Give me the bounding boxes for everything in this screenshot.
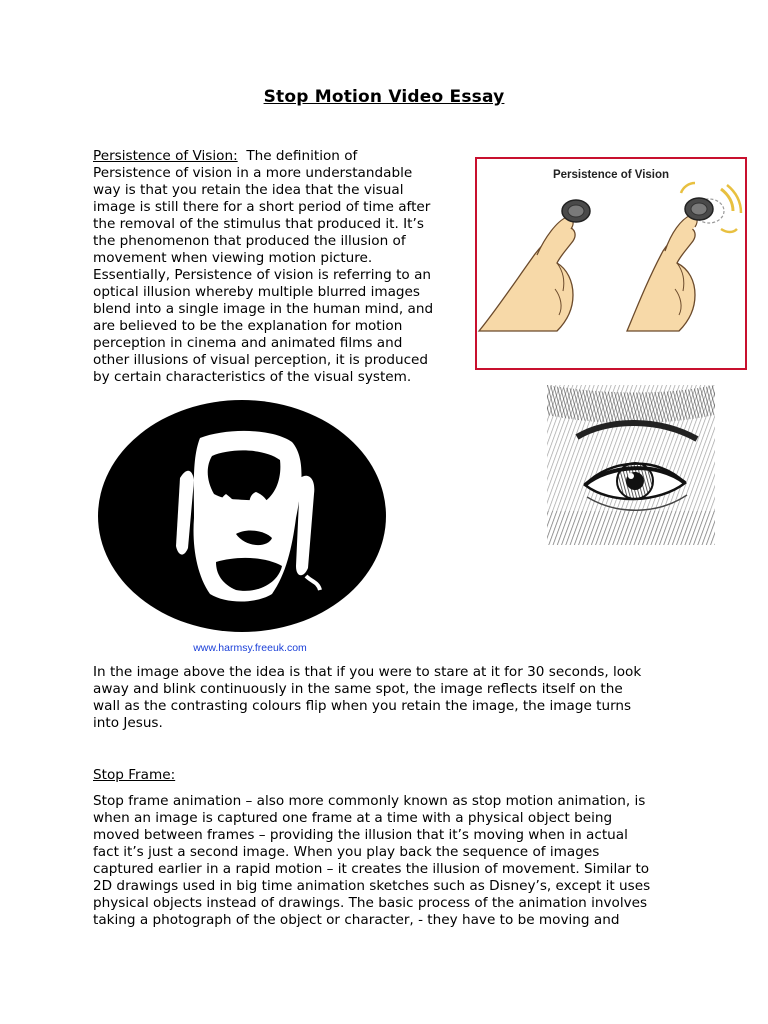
stop-frame-heading: Stop Frame: (93, 767, 176, 783)
p1-line-10: are believed to be the explanation for motion (93, 318, 403, 334)
p3-line-5: 2D drawings used in big time animation sketches such as Disney’s, except it uses (93, 878, 651, 894)
p1-line-1: Persistence of vision in a more understandable (93, 165, 413, 181)
illusion-paragraph (93, 664, 693, 732)
p3-line-2: moved between frames – providing the illusion that it’s moving when in actual (93, 827, 628, 843)
p1-line-4: the removal of the stimulus that produced it. It’s (93, 216, 424, 232)
p2-line-3: into Jesus. (93, 715, 163, 731)
right-hand-icon (627, 215, 697, 331)
p3-line-4: captured earlier in a rapid motion – it creates the illusion of movement. Similar to (93, 861, 650, 877)
p3-line-7: taking a photograph of the object or character, - they have to be moving and (93, 912, 620, 928)
p3-line-1: when an image is captured one frame at a time with a physical object being (93, 810, 613, 826)
p3-line-6: physical objects instead of drawings. The basic process of the animation involves (93, 895, 648, 911)
stop-frame-paragraph (93, 793, 693, 929)
p1-line-11: perception in cinema and animated films and (93, 335, 403, 351)
eye-engraving (547, 385, 715, 545)
figure-caption: Persistence of Vision (552, 169, 670, 181)
p1-line-2: way is that you retain the idea that the visual (93, 182, 404, 198)
persistence-heading: Persistence of Vision: (93, 148, 238, 164)
page-title: Stop Motion Video Essay (263, 87, 505, 107)
p2-line-0: In the image above the idea is that if you were to stare at it for 30 seconds, look (93, 664, 642, 680)
p2-line-1: away and blink continuously in the same spot, the image reflects itself on the (93, 681, 623, 697)
p1-line-7: Essentially, Persistence of vision is referring to an (93, 267, 432, 283)
p1-line-0: The definition of (246, 148, 358, 164)
optical-illusion-image (96, 398, 388, 636)
image-credit-link[interactable]: www.harmsy.freeuk.com (193, 642, 307, 654)
p1-line-6: movement when viewing motion picture. (93, 250, 373, 266)
p2-line-2: wall as the contrasting colours flip when you retain the image, the image turns (93, 698, 632, 714)
left-coin-icon (562, 200, 590, 222)
p3-line-0: Stop frame animation – also more commonly known as stop motion animation, is (93, 793, 646, 809)
hands-coin-illustration (477, 159, 745, 368)
p3-line-3: fact it’s just a second image. When you play back the sequence of images (93, 844, 600, 860)
persistence-paragraph (93, 148, 468, 386)
p1-line-9: blend into a single image in the human mind, and (93, 301, 434, 317)
p1-line-5: the phenomenon that produced the illusion of (93, 233, 406, 249)
persistence-of-vision-figure (475, 157, 747, 370)
p1-line-8: optical illusion whereby multiple blurred images (93, 284, 420, 300)
p1-line-3: image is still there for a short period of time after (93, 199, 431, 215)
p1-line-12: other illusions of visual perception, it is produced (93, 352, 429, 368)
p1-line-13: by certain characteristics of the visual system. (93, 369, 412, 385)
left-hand-icon (479, 217, 575, 331)
